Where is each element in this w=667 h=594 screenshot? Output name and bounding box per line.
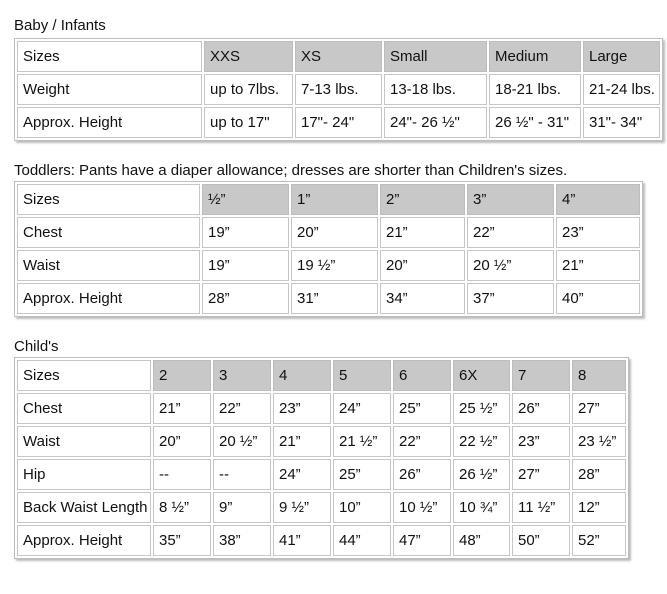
table-cell: 48” xyxy=(453,525,510,556)
table-cell: 52” xyxy=(572,525,626,556)
table-cell: 35” xyxy=(153,525,211,556)
size-header-cell: 5 xyxy=(333,360,391,391)
table-cell: 23 ½” xyxy=(572,426,626,457)
table-cell: 20” xyxy=(153,426,211,457)
table-cell: 31"- 34" xyxy=(583,107,660,138)
table-row xyxy=(17,283,640,314)
table-cell: 26” xyxy=(512,393,570,424)
table-cell: 9 ½” xyxy=(273,492,331,523)
table-cell: 20 ½” xyxy=(467,250,554,281)
row-label-cell: Approx. Height xyxy=(17,107,202,138)
child-table-body xyxy=(17,360,626,556)
table-cell: 44” xyxy=(333,525,391,556)
table-cell: 22” xyxy=(467,217,554,248)
table-cell: 20 ½” xyxy=(213,426,271,457)
table-cell: 19” xyxy=(202,217,289,248)
table-cell: 27” xyxy=(512,459,570,490)
row-label-cell: Weight xyxy=(17,74,202,105)
row-label-cell: Sizes xyxy=(17,360,151,391)
table-cell: 21” xyxy=(273,426,331,457)
table-cell: 22” xyxy=(393,426,451,457)
table-cell: 41” xyxy=(273,525,331,556)
table-cell: 38” xyxy=(213,525,271,556)
row-label-cell: Chest xyxy=(17,217,200,248)
table-cell: 21” xyxy=(556,250,640,281)
table-cell: -- xyxy=(213,459,271,490)
size-header-cell: Large xyxy=(583,41,660,72)
table-cell: 17"- 24" xyxy=(295,107,382,138)
table-row xyxy=(17,217,640,248)
table-cell: 9” xyxy=(213,492,271,523)
table-row xyxy=(17,459,626,490)
row-label-cell: Hip xyxy=(17,459,151,490)
table-cell: 20” xyxy=(380,250,465,281)
table-cell: 20” xyxy=(291,217,378,248)
table-cell: 22” xyxy=(213,393,271,424)
table-cell: 23” xyxy=(556,217,640,248)
table-row xyxy=(17,74,660,105)
toddlers-section-title: Toddlers: Pants have a diaper allowance; dresses are shorter than Children's sizes. xyxy=(14,162,568,179)
table-cell: 23” xyxy=(273,393,331,424)
table-cell: 11 ½” xyxy=(512,492,570,523)
table-cell: 10” xyxy=(333,492,391,523)
row-label-cell: Sizes xyxy=(17,41,202,72)
size-header-cell: 8 xyxy=(572,360,626,391)
row-label-cell: Approx. Height xyxy=(17,283,200,314)
table-cell: 18-21 lbs. xyxy=(489,74,581,105)
table-cell: 47” xyxy=(393,525,451,556)
table-cell: 8 ½” xyxy=(153,492,211,523)
table-cell: 19 ½” xyxy=(291,250,378,281)
toddlers-table-body xyxy=(17,184,640,314)
table-cell: 24” xyxy=(333,393,391,424)
table-cell: 21” xyxy=(380,217,465,248)
table-cell: 21-24 lbs. xyxy=(583,74,660,105)
table-cell: 26” xyxy=(393,459,451,490)
size-header-cell: 3” xyxy=(467,184,554,215)
row-label-cell: Waist xyxy=(17,426,151,457)
table-row xyxy=(17,250,640,281)
table-cell: 27” xyxy=(572,393,626,424)
size-header-cell: 6 xyxy=(393,360,451,391)
table-cell: up to 17" xyxy=(204,107,293,138)
table-cell: 25 ½” xyxy=(453,393,510,424)
table-cell: 25” xyxy=(333,459,391,490)
size-header-row xyxy=(17,184,640,215)
table-cell: 22 ½” xyxy=(453,426,510,457)
size-header-cell: 7 xyxy=(512,360,570,391)
table-cell: 28” xyxy=(202,283,289,314)
table-row xyxy=(17,426,626,457)
size-header-row xyxy=(17,360,626,391)
table-cell: 7-13 lbs. xyxy=(295,74,382,105)
table-cell: 31” xyxy=(291,283,378,314)
table-row xyxy=(17,492,626,523)
table-cell: 26 ½" - 31" xyxy=(489,107,581,138)
size-header-cell: ½” xyxy=(202,184,289,215)
size-header-cell: XS xyxy=(295,41,382,72)
row-label-cell: Sizes xyxy=(17,184,200,215)
toddlers-size-table xyxy=(14,181,643,317)
size-header-cell: 2 xyxy=(153,360,211,391)
size-header-cell: 4” xyxy=(556,184,640,215)
table-cell: 28” xyxy=(572,459,626,490)
size-header-cell: 1” xyxy=(291,184,378,215)
table-cell: 10 ¾” xyxy=(453,492,510,523)
size-header-cell: XXS xyxy=(204,41,293,72)
size-header-cell: Medium xyxy=(489,41,581,72)
row-label-cell: Back Waist Length xyxy=(17,492,151,523)
size-header-cell: 2” xyxy=(380,184,465,215)
table-cell: 24"- 26 ½" xyxy=(384,107,487,138)
table-cell: 40” xyxy=(556,283,640,314)
baby-size-table xyxy=(14,38,663,141)
table-cell: 26 ½” xyxy=(453,459,510,490)
table-cell: 24” xyxy=(273,459,331,490)
row-label-cell: Chest xyxy=(17,393,151,424)
table-cell: 21” xyxy=(153,393,211,424)
size-header-row xyxy=(17,41,660,72)
baby-section-title: Baby / Infants xyxy=(14,17,106,34)
table-cell: 19” xyxy=(202,250,289,281)
size-header-cell: 4 xyxy=(273,360,331,391)
table-cell: 25” xyxy=(393,393,451,424)
table-cell: -- xyxy=(153,459,211,490)
table-cell: 50” xyxy=(512,525,570,556)
size-header-cell: 6X xyxy=(453,360,510,391)
table-cell: 13-18 lbs. xyxy=(384,74,487,105)
table-cell: 12” xyxy=(572,492,626,523)
size-header-cell: Small xyxy=(384,41,487,72)
table-row xyxy=(17,525,626,556)
child-size-table xyxy=(14,357,629,559)
row-label-cell: Waist xyxy=(17,250,200,281)
table-cell: 21 ½” xyxy=(333,426,391,457)
table-cell: 10 ½” xyxy=(393,492,451,523)
size-header-cell: 3 xyxy=(213,360,271,391)
table-cell: up to 7lbs. xyxy=(204,74,293,105)
table-row xyxy=(17,393,626,424)
baby-table-body xyxy=(17,41,660,138)
table-cell: 23” xyxy=(512,426,570,457)
row-label-cell: Approx. Height xyxy=(17,525,151,556)
child-section-title: Child's xyxy=(14,338,59,355)
table-cell: 37” xyxy=(467,283,554,314)
table-row xyxy=(17,107,660,138)
table-cell: 34” xyxy=(380,283,465,314)
